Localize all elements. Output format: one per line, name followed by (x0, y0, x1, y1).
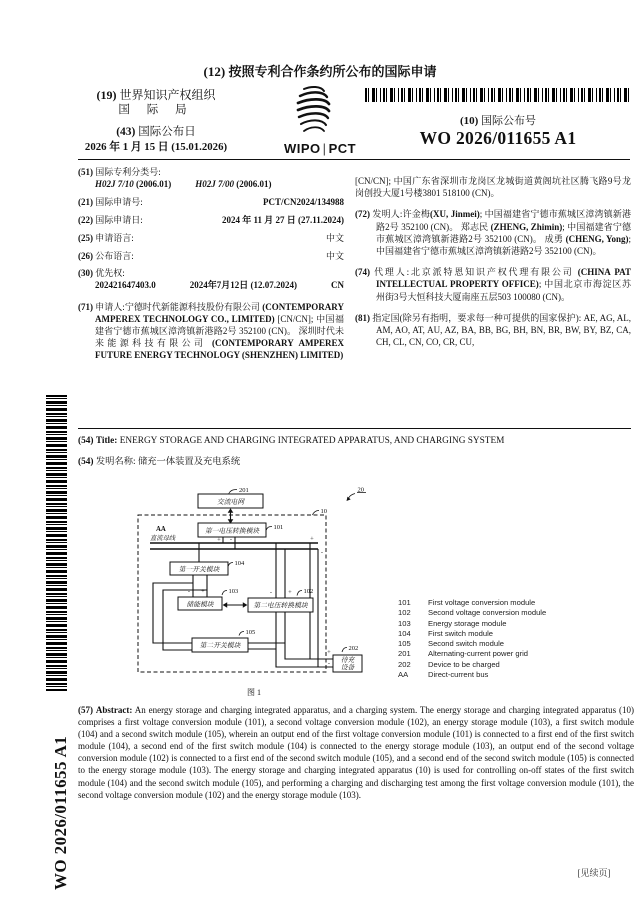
ipc-field (78, 166, 344, 178)
invention-title-zh: 储充一体装置及充电系统 (137, 457, 241, 467)
wipo-pct-wordmark (284, 141, 357, 156)
ref-101: 101 (273, 524, 284, 531)
legend-ref: 103 (398, 618, 411, 628)
priority-country: CN (331, 280, 344, 291)
header-divider (78, 159, 630, 160)
ipc-value (195, 178, 271, 190)
field-label: (74) (355, 267, 370, 278)
filing-date: 2024 年 11 月 27 日 (27.11.2024) (221, 215, 344, 226)
field-title: 代理人: (374, 267, 410, 278)
ref-102: 102 (303, 588, 314, 595)
figure-legend (398, 598, 546, 680)
application-number-field (78, 196, 344, 208)
ref-aa: AA (156, 526, 166, 533)
legend-desc: Direct-current bus (428, 670, 489, 680)
device-label-line1: 待充 (340, 657, 355, 665)
separator: | (322, 141, 327, 156)
agent-paragraph (355, 266, 631, 303)
applicant2-name-en: (CONTEMPORARY AMPEREX FUTURE ENERGY TECHNOLOGY (SHENZHEN) LIMITED) (95, 338, 344, 361)
field-head (78, 250, 134, 262)
filing-language: 中文 (325, 232, 344, 243)
biblio-left-column (78, 166, 344, 367)
field-label: (81) (355, 312, 370, 323)
minus-sign: - (269, 589, 273, 596)
ipc-version: (2006.01) (236, 179, 272, 190)
field-head (78, 232, 134, 244)
ipc-value (95, 178, 171, 190)
inventor2-address: ; 中国福建省宁德市蕉城区漳湾镇新港路2号 352100 (CN)。 成勇 (376, 221, 631, 244)
system-arrowhead (347, 497, 351, 501)
legend-desc: First voltage conversion module (428, 598, 536, 607)
legend-row (398, 639, 546, 649)
field-label: (54) (78, 436, 94, 446)
field-label: (22) (78, 215, 93, 226)
publication-date-line (80, 125, 232, 140)
sw1-label: 第一开关模块 (178, 566, 220, 574)
biblio-right-column (355, 166, 631, 354)
sw2-label: 第二开关模块 (199, 642, 241, 650)
legend-row (398, 619, 546, 629)
title-english (78, 435, 631, 447)
field-label: (54) (78, 457, 94, 467)
ipc-version: (2006.01) (136, 179, 172, 190)
vertical-publication-number: WO 2026/011655 A1 (51, 735, 70, 890)
inventor-address: ; 中国福建省宁德市蕉城区漳湾镇新港路2号 352100 (CN)。 郑志民 (376, 209, 631, 232)
field-label: (12) (203, 64, 226, 79)
issuing-office-block (80, 88, 232, 155)
filing-language-field (78, 232, 344, 244)
ref-104: 104 (234, 560, 245, 567)
legend-ref: 105 (398, 639, 411, 649)
legend-desc: Second voltage conversion module (428, 608, 547, 618)
title-head-zh: 发明名称: (95, 457, 136, 467)
field-title: 国际申请日: (95, 215, 143, 226)
field-label: (43) (116, 126, 136, 138)
circuit-diagram (135, 483, 371, 701)
pct-publication-line (0, 61, 640, 80)
filing-date-field (78, 214, 344, 226)
continuation-note: [见续页] (577, 868, 611, 878)
plus-sign: + (288, 589, 292, 596)
title-head: Title: (95, 436, 118, 446)
legend-row (398, 670, 546, 680)
legend-desc: Device to be charged (428, 659, 500, 669)
vcm2-label: 第二电压转换模块 (253, 602, 308, 610)
field-label: (10) (459, 115, 479, 127)
designated-states-head: 指定国(除另有指明，要求每一种可提供的国家保护): (372, 312, 584, 323)
legend-desc: Energy storage module (428, 618, 507, 628)
publication-number-head: 国际公布号 (481, 115, 537, 127)
inventor-name-zh: 许金梅 (402, 209, 431, 220)
pct-word: PCT (328, 141, 357, 156)
publication-number-block (365, 88, 631, 149)
ref-20: 20 (357, 486, 364, 494)
ref-201: 201 (239, 487, 249, 494)
plus-sign: + (310, 535, 314, 543)
ref-103: 103 (228, 588, 239, 595)
field-title: 申请人: (95, 301, 125, 312)
wipo-globe-icon (288, 85, 336, 135)
agent-name-en: (CHINA PAT INTELLECTUAL PROPERTY OFFICE) (376, 267, 631, 290)
priority-values (78, 279, 344, 291)
storage-label: 储能模块 (186, 601, 214, 609)
designated-states-codes: AE, AG, AL, AM, AO, AT, AU, AZ, BA, BB, BG, BH, BN, BR, BW, BY, BZ, CA, CH, CL, CN, CO, CR, CU, (376, 312, 632, 348)
field-title: 发明人: (372, 209, 403, 220)
legend-desc: Alternating-current power grid (428, 649, 529, 659)
legend-ref: 101 (398, 598, 411, 607)
legend-row (398, 649, 546, 659)
designated-states-paragraph (355, 312, 631, 349)
org-bureau: 国 际 局 (118, 104, 194, 116)
invention-title-en: ENERGY STORAGE AND CHARGING INTEGRATED APPARATUS, AND CHARGING SYSTEM (119, 436, 505, 446)
publication-language: 中文 (325, 250, 344, 261)
org-line (80, 88, 232, 103)
abstract-head: Abstract: (95, 705, 133, 715)
legend-row (398, 660, 546, 670)
inventor-name-en: (XU, Jinmei) (430, 209, 480, 220)
legend-ref: 202 (398, 659, 411, 669)
abstract-section (78, 704, 634, 801)
legend-ref: 104 (398, 628, 411, 638)
publication-date-head: 国际公布日 (138, 126, 196, 138)
applicant-name-zh: 宁德时代新能源科技股份有限公司 (124, 301, 263, 312)
device-label-line2: 设备 (340, 664, 355, 672)
grid-label: 交流电网 (216, 499, 245, 506)
dc-bus-lines (150, 543, 318, 549)
minus-sign: - (320, 549, 324, 556)
abstract-text: An energy storage and charging integrated apparatus, and a charging system. The energy storage and charging integrated apparatus (10) comprises a first voltage conversion module (101), a second voltage conversion module (102), an energy storage module (103), a first switch module (104) and a second switch module (105), wherein an output end of the first voltage conversion module (101) is connected to a first end of the first switch module (104), a second end of the first switch module (104) is connected to the energy storage module (103), an output end of the second voltage conversion module (102) is connected to a first end of the second switch module (105), and a second end of the second switch module (105) is connected to the energy storage module (103). The energy storage and charging integrated apparatus (10) is used for controlling on-off states of the first switch module (104) and the second switch module (105), and performing a charging and discharging test among the first voltage conversion module (101), the second voltage conversion module (102) and the energy storage module (103). (78, 705, 634, 800)
minus-sign: - (229, 536, 233, 544)
field-head (78, 196, 143, 208)
ref-202: 202 (348, 645, 359, 652)
field-title: 优先权: (95, 268, 125, 279)
applicant-paragraph (78, 301, 344, 362)
top-barcode (365, 88, 631, 102)
legend-ref: 201 (398, 649, 411, 659)
field-label: (71) (78, 301, 93, 312)
inventor2-name-en: (ZHENG, Zhimin) (490, 221, 563, 232)
field-label: (57) (78, 705, 93, 715)
plus-sign: + (201, 588, 205, 595)
field-head (78, 214, 143, 226)
applicant-continuation: [CN/CN]; 中国广东省深圳市龙岗区龙城街道黄阁坑社区腾飞路9号龙岗创投大厦1号楼3801 518100 (CN)。 (355, 176, 631, 199)
field-label: (30) (78, 268, 93, 279)
publication-number: WO 2026/011655 A1 (419, 128, 577, 148)
ref-10: 10 (320, 508, 327, 515)
agent-address: ; 中国北京市海淀区苏州街3号大恒科技大厦南座五层503 100080 (CN)。 (376, 279, 631, 302)
legend-ref: 102 (398, 608, 411, 618)
field-label: (51) (78, 167, 93, 177)
field-label: (72) (355, 209, 370, 220)
application-number: PCT/CN2024/134988 (263, 197, 344, 208)
plus-sign: + (327, 649, 331, 656)
field-label: (26) (78, 250, 93, 261)
publication-language-field (78, 250, 344, 262)
priority-date: 2024年7月12日 (12.07.2024) (189, 280, 297, 291)
legend-ref: AA (398, 670, 409, 680)
pct-publication-text: 按照专利合作条约所公布的国际申请 (228, 64, 437, 79)
applicant-address: [CN/CN]; 中国福建省宁德市蕉城区漳湾镇新港路2号 352100 (CN)。 深圳时代未来能源科技有限公司 (95, 313, 344, 349)
inventor3-address: ; 中国福建省宁德市蕉城区漳湾镇新港路2号 352100 (CN)。 (376, 233, 632, 257)
field-title: 申请语言: (95, 232, 134, 243)
title-section (78, 428, 631, 468)
legend-row (398, 608, 546, 618)
field-label: (19) (96, 88, 117, 102)
wipo-logo (284, 85, 357, 156)
field-label: (21) (78, 197, 93, 208)
ipc-values (78, 178, 344, 190)
ipc-head: 国际专利分类号: (95, 167, 161, 177)
publication-date: 2026 年 1 月 15 日 (15.01.2026) (84, 141, 228, 153)
ref-105: 105 (245, 629, 256, 636)
priority-field (78, 267, 344, 279)
ipc-code: H02J 7/00 (195, 179, 235, 190)
legend-desc: First switch module (428, 628, 493, 638)
publication-number-label (365, 112, 631, 128)
applicant-name-en: (CONTEMPORARY AMPEREX TECHNOLOGY CO., LIMITED) (95, 301, 344, 324)
inventor3-name-en: (CHENG, Yong) (565, 233, 629, 244)
field-title: 国际申请号: (95, 197, 143, 208)
plus-sign: + (217, 536, 221, 544)
org-name: 世界知识产权组织 (119, 88, 216, 102)
legend-desc: Second switch module (428, 639, 504, 649)
legend-row (398, 598, 546, 608)
wipo-word: WIPO (284, 141, 321, 156)
inventors-paragraph (355, 208, 631, 257)
ipc-code: H02J 7/10 (95, 179, 134, 190)
field-title: 公布语言: (95, 250, 134, 261)
vcm1-label: 第一电压转换模块 (204, 527, 260, 535)
priority-number: 202421647403.0 (95, 280, 156, 291)
title-chinese (78, 456, 631, 468)
reference-leaders (222, 490, 366, 653)
agent-name-zh: 北京派特恩知识产权代理有限公司 (409, 267, 578, 278)
figure-caption: 图 1 (247, 688, 261, 697)
minus-sign: - (327, 660, 331, 667)
dc-bus-label: 直流母线 (150, 535, 176, 542)
field-label: (25) (78, 232, 93, 243)
minus-sign: - (187, 588, 191, 595)
figure-section (0, 481, 640, 705)
legend-row (398, 629, 546, 639)
